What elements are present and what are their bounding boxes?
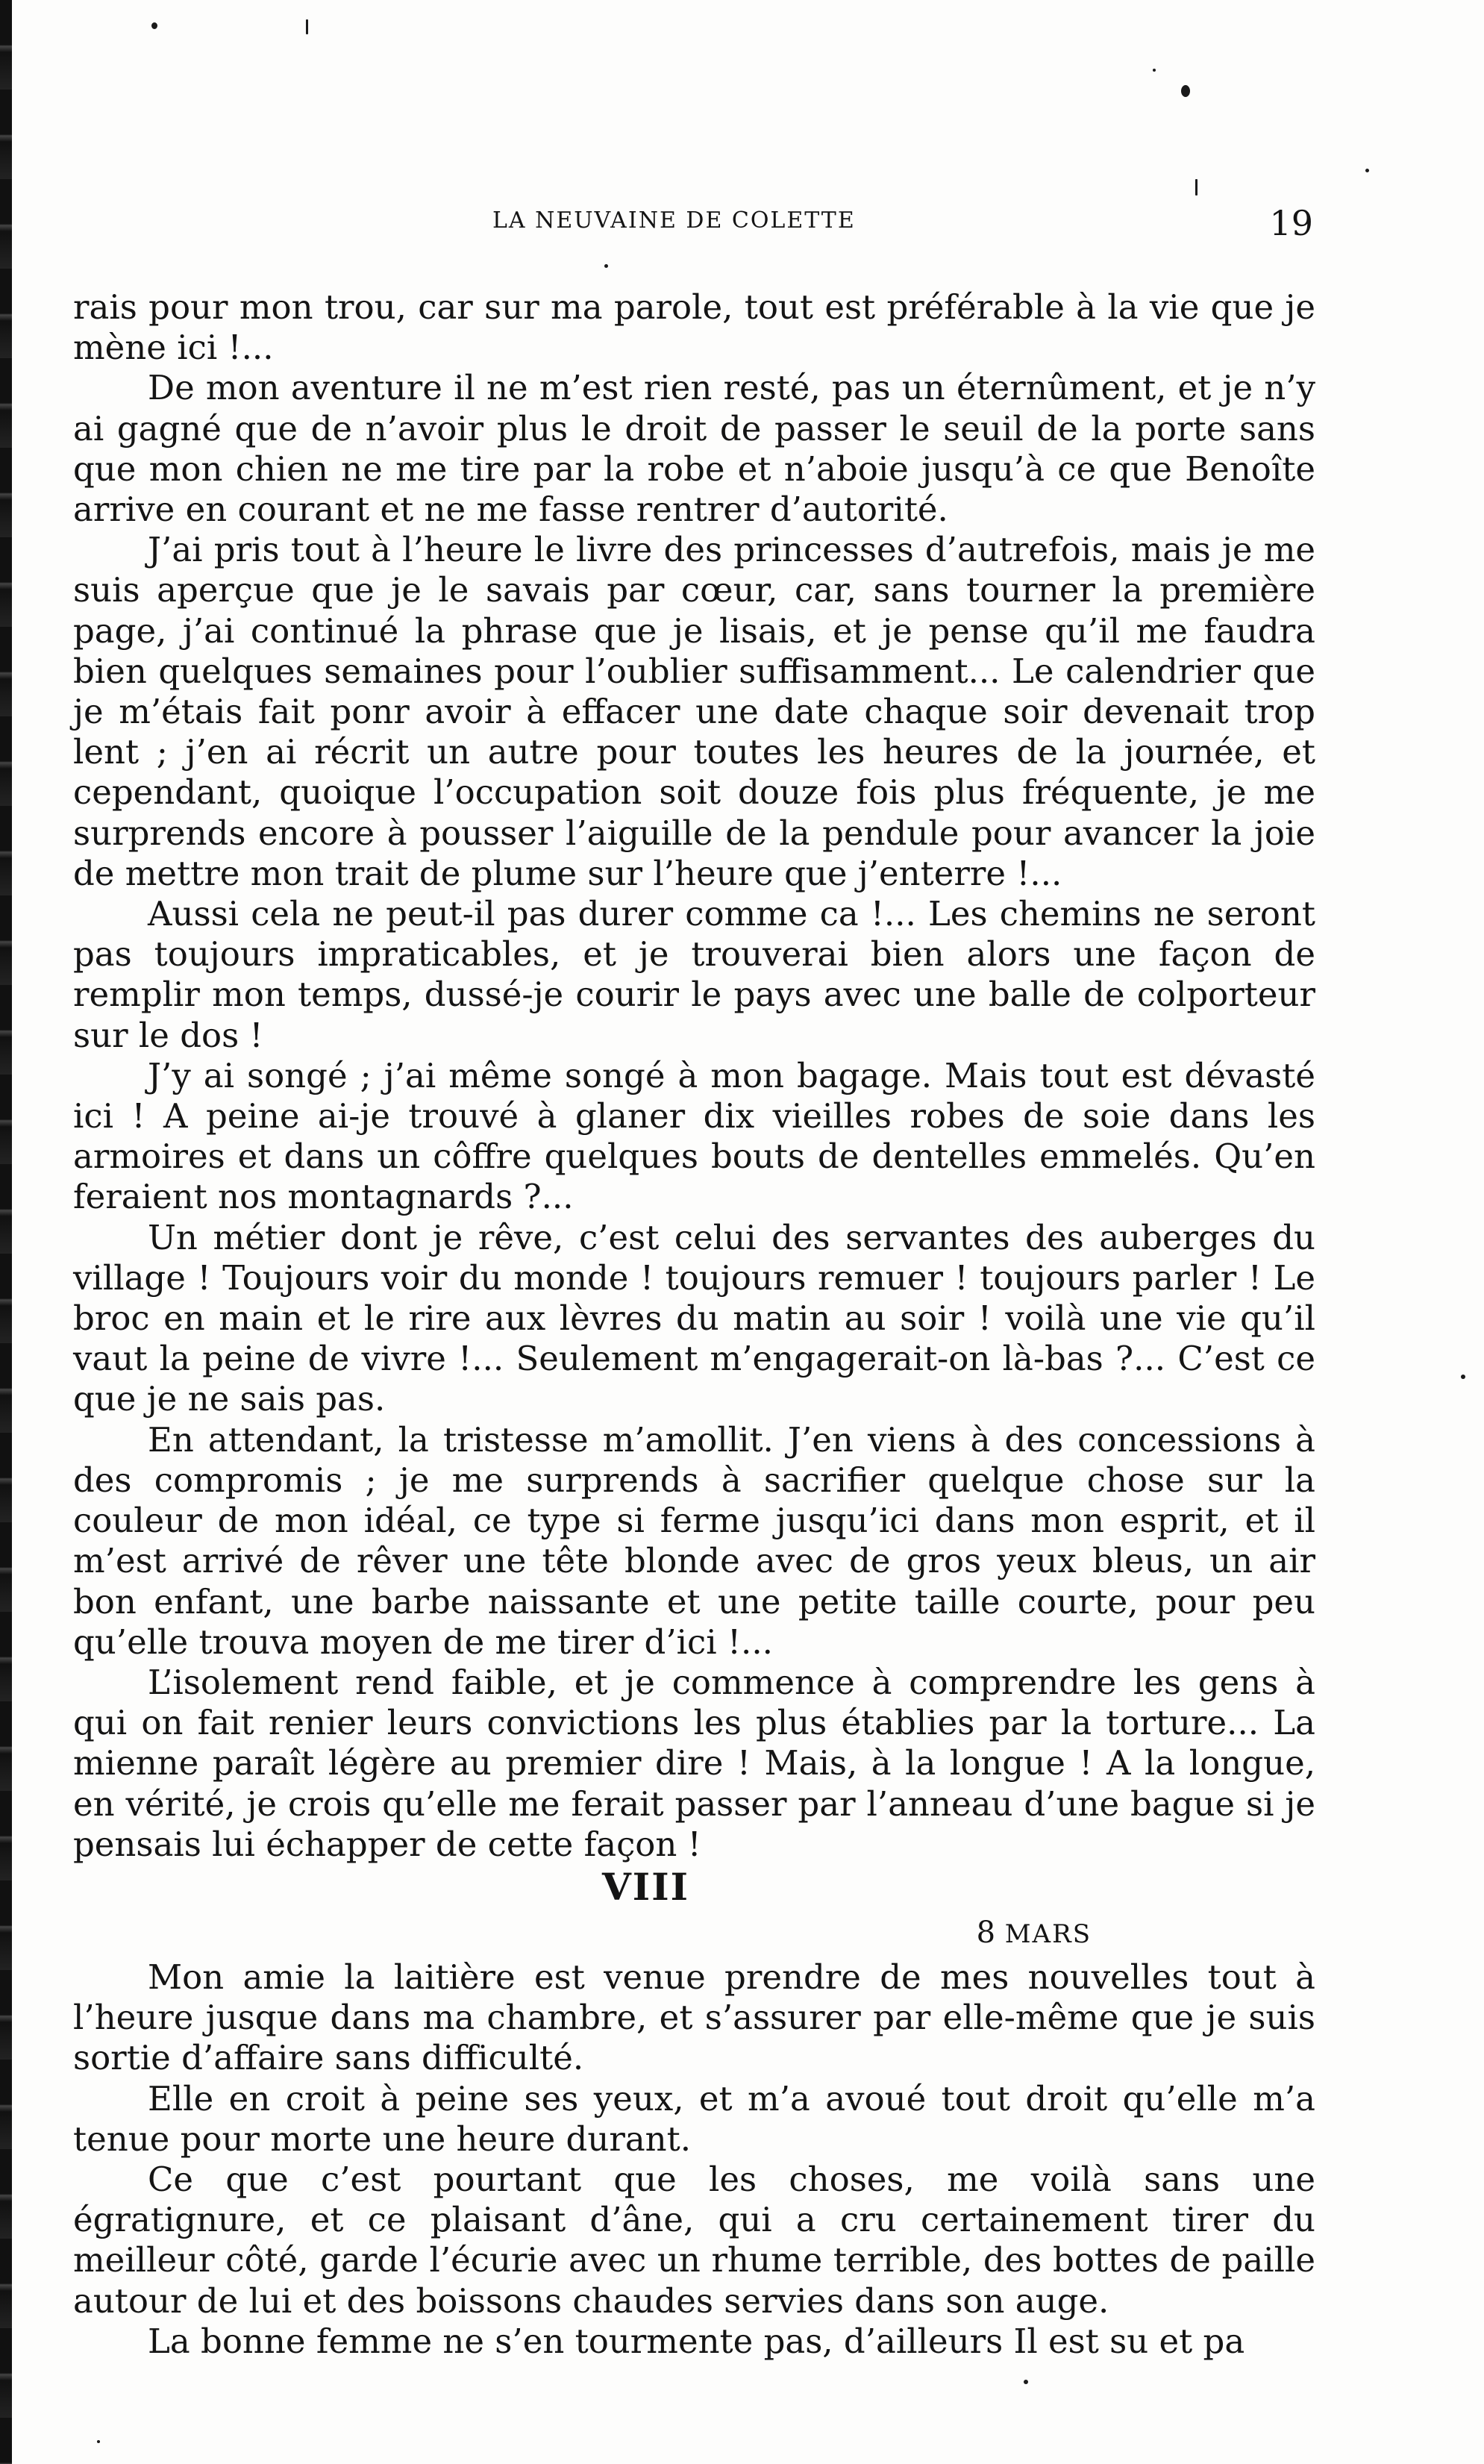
paragraph: Elle en croit à peine ses yeux, et m’a avoué tout droit qu’elle m’a tenue pour morte une heure durant. (73, 2078, 1315, 2159)
paragraph: J’ai pris tout à l’heure le livre des princesses d’autrefois, mais je me suis aperçue que je le savais par cœur, car, sans tourner la première page, j’ai continué la phrase que je lisais, et je pense qu’il me faudra bien quelques semaines pour l’oublier suffisamment... Le calendrier que je m’étais fait ponr avoir à effacer une date chaque soir devenait trop lent ; j’en ai récrit un autre pour toutes les heures de la journée, et cependant, quoique l’occupation soit douze fois plus fréquente, je me surprends encore à pousser l’aiguille de la pendule pour avancer la joie de mettre mon trait de plume sur l’heure que j’enterre !... (73, 530, 1315, 893)
date-day: 8 (976, 1915, 996, 1950)
scan-speck (97, 2440, 100, 2443)
paragraph: En attendant, la tristesse m’amollit. J’en viens à des concessions à des compromis ; je me surprends à sacrifier quelque chose sur la couleur de mon idéal, ce type si ferme jusqu’ici dans mon esprit, et il m’est arrivé de rêver une tête blonde avec de gros yeux bleus, un air bon enfant, une barbe naissante et une petite taille courte, pour peu qu’elle trouva moyen de me tirer d’ici !... (73, 1419, 1315, 1662)
binding-edge (0, 0, 12, 2464)
paragraph: Un métier dont je rêve, c’est celui des servantes des auberges du village ! Toujours voir du monde ! toujours remuer ! toujours parler ! Le broc en main et le rire aux lèvres du matin au soir ! voilà une vie qu’il vaut la peine de vivre !... Seulement m’engagerait-on là-bas ?... C’est ce que je ne sais pas. (73, 1217, 1315, 1419)
paragraph: Ce que c’est pourtant que les choses, me voilà sans une égratignure, et ce plaisant d’âne, qui a cru certainement tirer du meilleur côté, garde l’écurie avec un rhume terrible, des bottes de paille autour de lui et des boissons chaudes servies dans son auge. (73, 2159, 1315, 2321)
paragraph: De mon aventure il ne m’est rien resté, pas un éternûment, et je n’y ai gagné que de n’avoir plus le droit de passer le seuil de la porte sans que mon chien ne me tire par la robe et n’aboie jusqu’à ce que Benoîte arrive en courant et ne me fasse rentrer d’autorité. (73, 368, 1315, 530)
date-month: MARS (1004, 1919, 1092, 1949)
paragraph: La bonne femme ne s’en tourmente pas, d’ailleurs Il est su et pa (148, 2321, 1245, 2361)
paragraph: Aussi cela ne peut-il pas durer comme ca !... Les chemins ne seront pas toujours impraticables, et je trouverai bien alors une façon de remplir mon temps, dussé-je courir le pays avec une balle de colporteur sur le dos ! (73, 894, 1315, 1055)
scan-speck (151, 22, 157, 29)
paragraph: J’y ai songé ; j’ai même songé à mon bagage. Mais tout est dévasté ici ! A peine ai-je trouvé à glaner dix vieilles robes de soie dans les armoires et dans un côffre quelques bouts de dentelles emmelés. Qu’en feraient nos montagnards ?... (73, 1055, 1315, 1217)
page-number: 19 (1269, 203, 1313, 243)
scan-speck (1461, 1375, 1465, 1379)
paragraph: rais pour mon trou, car sur ma parole, tout est préférable à la vie que je mène ici !... (73, 287, 1315, 368)
scan-speck (1181, 85, 1190, 97)
scan-speck (604, 264, 608, 268)
scan-speck (1195, 179, 1197, 196)
scan-speck (1153, 69, 1156, 72)
paragraph: Mon amie la laitière est venue prendre de mes nouvelles tout à l’heure jusque dans ma chambre, et s’assurer par elle-même que je suis sortie d’affaire sans difficulté. (73, 1957, 1315, 2078)
scan-speck (1365, 169, 1369, 172)
running-head (75, 203, 1313, 245)
text-block (73, 287, 1315, 2362)
date-line (73, 1910, 1315, 1957)
running-title: LA NEUVAINE DE COLETTE (492, 207, 856, 234)
paragraph: L’isolement rend faible, et je commence à comprendre les gens à qui on fait renier leurs convictions les plus établies par la torture... La mienne paraît légère au premier dire ! Mais, à la longue ! A la longue, en vérité, je crois qu’elle me ferait passer par l’anneau d’une bague si je pensais lui échapper de cette façon ! (73, 1662, 1315, 1864)
chapter-heading: VIII (602, 1864, 689, 1909)
scan-speck (306, 19, 308, 34)
scan-speck (1024, 2380, 1028, 2384)
